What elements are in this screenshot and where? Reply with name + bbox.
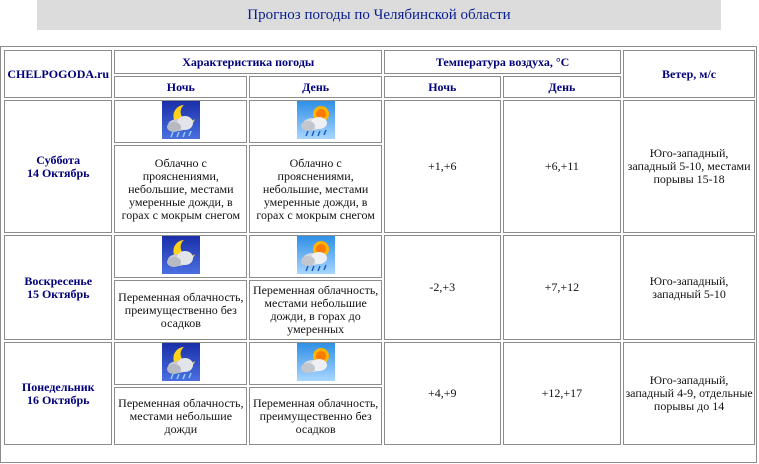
temp-day: +7,+12 <box>503 235 622 340</box>
day-icon-cell <box>249 100 382 143</box>
day-date: 15 Октябрь <box>26 286 90 301</box>
day-header: День <box>249 76 382 98</box>
day-name: Понедельник <box>21 379 95 394</box>
night-desc: Переменная облачность, преимущественно без осадков <box>114 280 247 340</box>
night-icon-cell <box>114 100 247 143</box>
day-icon-cell <box>249 342 382 385</box>
day-cell <box>4 342 112 445</box>
page-title-bar <box>37 0 721 30</box>
night-desc: Облачно с прояснениями, небольшие, местами умеренные дожди, в горах с мокрым снегом <box>114 145 247 233</box>
temp-night: +1,+6 <box>384 100 501 233</box>
day-desc: Облачно с прояснениями, небольшие, местами умеренные дожди, в горах с мокрым снегом <box>249 145 382 233</box>
sun-cloud-rain-icon <box>297 236 335 277</box>
night-icon-cell <box>114 342 247 385</box>
temp-day: +6,+11 <box>503 100 622 233</box>
wind-value: Юго-западный, западный 5-10 <box>623 235 755 340</box>
temp-night: +4,+9 <box>384 342 501 445</box>
day-desc: Переменная облачность, местами небольшие дожди, в горах до умеренных <box>249 280 382 340</box>
temp-night-header: Ночь <box>384 76 501 98</box>
sun-cloud-icon <box>297 343 335 384</box>
moon-cloud-icon <box>162 236 200 277</box>
wind-value: Юго-западный, западный 4-9, отдельные порывы до 14 <box>623 342 755 445</box>
air-temp-header: Температура воздуха, °С <box>384 50 621 74</box>
moon-cloud-rain-icon <box>162 343 200 384</box>
moon-cloud-rain-icon <box>162 101 200 142</box>
temp-day: +12,+17 <box>503 342 622 445</box>
day-cell <box>4 100 112 233</box>
temp-night: -2,+3 <box>384 235 501 340</box>
day-name: Суббота <box>36 152 81 167</box>
wind-value: Юго-западный, западный 5-10, местами порывы 15-18 <box>623 100 755 233</box>
day-name: Воскресенье <box>24 273 93 288</box>
day-date: 16 Октябрь <box>26 392 90 407</box>
night-icon-cell <box>114 235 247 278</box>
wind-header: Ветер, м/с <box>623 50 755 98</box>
night-desc: Переменная облачность, местами небольшие дожди <box>114 387 247 445</box>
forecast-table <box>2 48 757 447</box>
day-desc: Переменная облачность, преимущественно без осадков <box>249 387 382 445</box>
weather-char-header: Характеристика погоды <box>114 50 382 74</box>
day-cell <box>4 235 112 340</box>
day-date: 14 Октябрь <box>26 165 90 180</box>
page-title: Прогноз погоды по Челябинской области <box>247 6 511 23</box>
night-header: Ночь <box>114 76 247 98</box>
temp-day-header: День <box>503 76 622 98</box>
site-name: CHELPOGODA.ru <box>4 50 112 98</box>
day-icon-cell <box>249 235 382 278</box>
sun-cloud-rain-icon <box>297 101 335 142</box>
